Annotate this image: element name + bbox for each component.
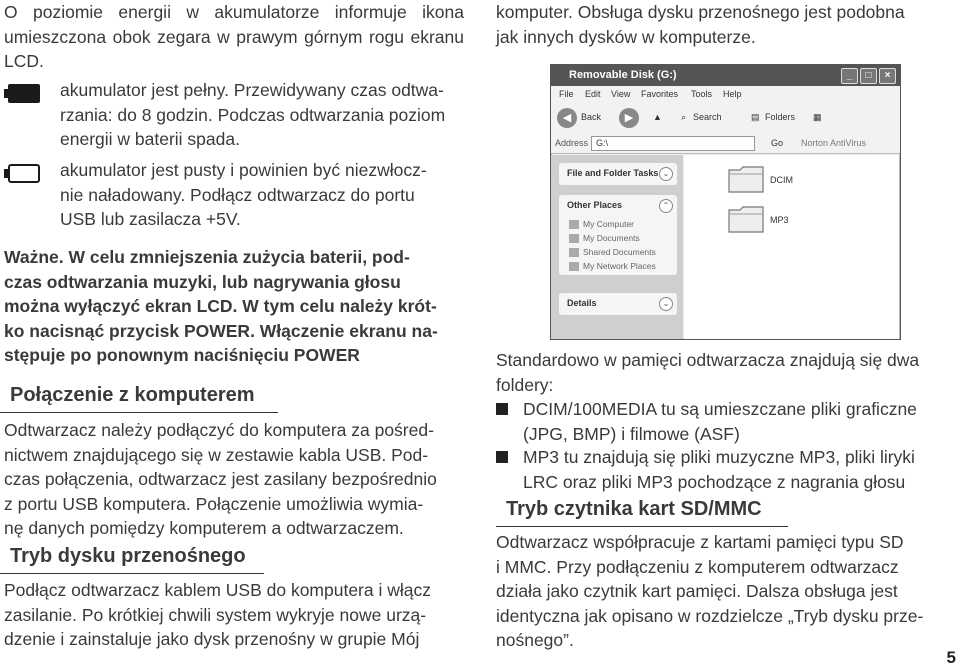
folder-label-mp3[interactable]: MP3: [770, 215, 789, 225]
text-line: identyczna jak opisano w rozdzielcze „Tryb dysku prze-: [496, 605, 924, 626]
connection-text: [4, 418, 464, 541]
text-line: nę danych pomiędzy komputerem a odtwarzaczem.: [4, 518, 404, 538]
text-line: Odtwarzacz należy podłączyć do komputera za pośred-: [4, 420, 434, 440]
computer-icon: [569, 220, 579, 229]
window-title: Removable Disk (G:): [569, 69, 677, 81]
text-line: akumulator jest pełny. Przewidywany czas odtwa-: [60, 80, 444, 100]
important-note: [4, 245, 464, 368]
bullet-text: [523, 445, 953, 494]
documents-icon: [569, 234, 579, 243]
folders-button[interactable]: Folders: [765, 112, 796, 122]
heading-text: Tryb czytnika kart SD/MMC: [506, 498, 762, 520]
panel-title: File and Folder Tasks: [567, 168, 659, 178]
chevron-down-icon[interactable]: ⌄: [659, 167, 673, 181]
text-line: nictwem znajdującego się w zestawie kabla USB. Pod-: [4, 444, 429, 465]
text-line: i MMC. Przy podłączeniu z komputerem odtwarzacz: [496, 556, 899, 577]
text-line: rzania: do 8 godzin. Podczas odtwarzania poziom: [60, 104, 446, 125]
text-line: LRC oraz pliki MP3 pochodzące z nagrania głosu: [523, 471, 906, 492]
card-reader-text: [496, 530, 958, 653]
text-line: nie naładowany. Podłącz odtwarzacz do portu: [60, 184, 415, 205]
task-pane: [551, 155, 683, 339]
menu-tools[interactable]: Tools: [691, 89, 713, 99]
explorer-window-screenshot: [550, 64, 901, 340]
panel-file-folder-tasks[interactable]: [559, 163, 677, 185]
maximize-button[interactable]: □: [860, 68, 877, 84]
back-button[interactable]: Back: [581, 112, 602, 122]
text-line: można wyłączyć ekran LCD. W tym celu należy krót-: [4, 296, 437, 316]
minimize-button[interactable]: _: [841, 68, 858, 84]
page-number: 5: [946, 648, 956, 667]
place-my-documents[interactable]: [569, 233, 640, 243]
section-heading-card-reader: [506, 498, 762, 523]
text-line: zasilanie. Po krótkiej chwili system wykryje nowe urzą-: [4, 604, 427, 625]
search-icon: ⌕: [681, 112, 687, 122]
heading-underline: [496, 526, 788, 527]
place-label: My Network Places: [583, 261, 656, 271]
menu-bar: [551, 86, 900, 103]
battery-full-text: [60, 78, 466, 152]
text-line: ko nacisnąć przycisk POWER. Włączenie ekranu na-: [4, 320, 438, 341]
folder-icon[interactable]: [728, 165, 764, 193]
text-line: energii w baterii spada.: [60, 129, 240, 149]
section-heading-computer-connection: [10, 384, 255, 409]
close-button[interactable]: ×: [879, 68, 896, 84]
text-line: foldery:: [496, 374, 554, 395]
panel-title: Details: [567, 298, 597, 308]
panel-other-places: [559, 195, 677, 275]
place-label: My Computer: [583, 219, 635, 229]
default-folders-text: [496, 348, 958, 397]
text-line: komputer. Obsługa dysku przenośnego jest podobna: [496, 2, 905, 22]
square-bullet-icon: [496, 403, 508, 415]
text-line: Podłącz odtwarzacz kablem USB do komputera i włącz: [4, 580, 431, 600]
panel-details[interactable]: [559, 293, 677, 315]
text-line: czas odtwarzania muzyki, lub nagrywania głosu: [4, 271, 401, 292]
text-line: jak innych dysków w komputerze.: [496, 26, 756, 47]
text-line: stępuje po ponownym naciśnięciu POWER: [4, 345, 360, 365]
menu-favorites[interactable]: Favorites: [641, 89, 679, 99]
section-heading-removable-disk: [10, 545, 246, 570]
text-line: nośnego”.: [496, 630, 574, 650]
views-icon[interactable]: ▦: [813, 112, 822, 122]
menu-help[interactable]: Help: [723, 89, 742, 99]
folder-label-dcim[interactable]: DCIM: [770, 175, 793, 185]
text-line: akumulator jest pusty i powinien być niezwłocz-: [60, 160, 427, 180]
place-my-computer[interactable]: [569, 219, 634, 229]
square-bullet-icon: [496, 451, 508, 463]
norton-antivirus-button[interactable]: Norton AntiVirus: [801, 138, 866, 148]
place-my-network-places[interactable]: [569, 261, 656, 271]
text-line: czas połączenia, odtwarzacz jest zasilany bezpośrednio: [4, 469, 437, 489]
text-line: DCIM/100MEDIA tu są umieszczane pliki graficzne: [523, 399, 917, 419]
shared-folder-icon: [569, 248, 579, 257]
go-button[interactable]: Go: [771, 138, 784, 148]
address-bar: [551, 133, 900, 154]
menu-edit[interactable]: Edit: [585, 89, 601, 99]
bullet-text: [523, 397, 953, 446]
place-label: My Documents: [583, 233, 640, 243]
text-line: Ważne. W celu zmniejszenia zużycia baterii, pod-: [4, 247, 410, 267]
menu-file[interactable]: File: [559, 89, 574, 99]
panel-title: Other Places: [567, 200, 623, 210]
folders-icon: ▤: [751, 112, 760, 122]
place-shared-documents[interactable]: [569, 247, 656, 257]
removable-disk-text-continued: [496, 0, 958, 49]
text-line: działa jako czytnik kart pamięci. Dalsza obsługa jest: [496, 581, 898, 601]
text-line: dzenie i zainstaluje jako dysk przenośny w grupie Mój: [4, 629, 420, 649]
battery-full-icon: [4, 84, 40, 103]
removable-disk-text: [4, 578, 464, 652]
toolbar: [551, 103, 900, 134]
text-line: z portu USB komputera. Połączenie umożliwia wymia-: [4, 493, 424, 514]
menu-view[interactable]: View: [611, 89, 631, 99]
search-button[interactable]: Search: [693, 112, 722, 122]
file-list: [684, 155, 899, 339]
network-icon: [569, 262, 579, 271]
battery-empty-icon: [4, 164, 40, 183]
address-label: Address: [555, 138, 589, 148]
heading-text: Tryb dysku przenośnego: [10, 545, 246, 567]
heading-underline: [0, 412, 278, 413]
text-line: Odtwarzacz współpracuje z kartami pamięci typu SD: [496, 532, 904, 552]
text-line: Standardowo w pamięci odtwarzacza znajdują się dwa: [496, 350, 920, 370]
back-arrow-icon[interactable]: ◀: [557, 108, 577, 128]
battery-intro-text: O poziomie energii w akumulatorze informuje ikona umieszczona obok zegara w prawym górnym rogu ekranu LCD.: [4, 2, 464, 71]
chevron-up-icon[interactable]: ⌃: [659, 199, 673, 213]
place-label: Shared Documents: [583, 247, 656, 257]
battery-empty-text: [60, 158, 466, 232]
heading-underline: [0, 573, 264, 574]
up-folder-icon[interactable]: ▲: [653, 112, 662, 122]
forward-arrow-icon[interactable]: ▶: [619, 108, 639, 128]
text-line: (JPG, BMP) i filmowe (ASF): [523, 423, 740, 444]
chevron-down-icon[interactable]: ⌄: [659, 297, 673, 311]
text-line: MP3 tu znajdują się pliki muzyczne MP3, pliki liryki: [523, 447, 915, 467]
address-value: G:\: [596, 138, 609, 148]
folder-icon[interactable]: [728, 205, 764, 233]
heading-text: Połączenie z komputerem: [10, 384, 255, 406]
window-titlebar: [551, 65, 900, 86]
address-input[interactable]: [591, 136, 755, 151]
text-line: USB lub zasilacza +5V.: [60, 209, 241, 229]
